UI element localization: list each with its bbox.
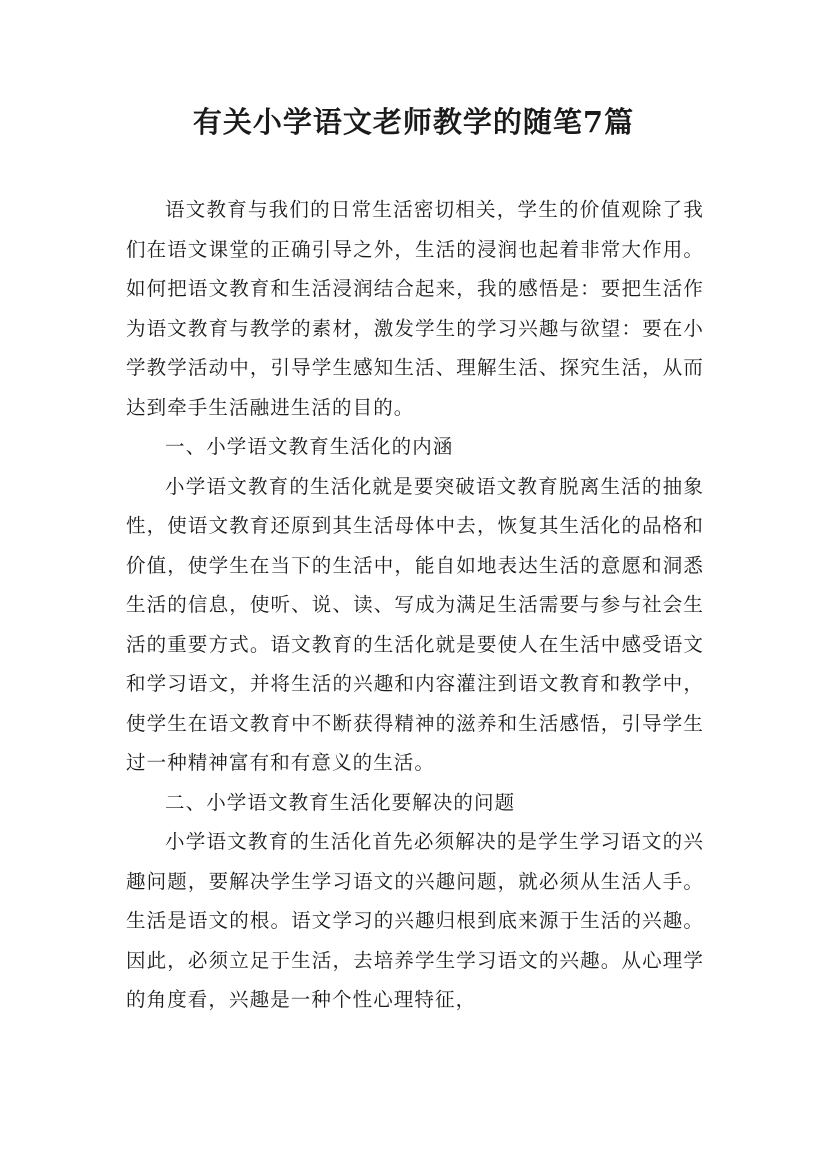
paragraph-intro: 语文教育与我们的日常生活密切相关，学生的价值观除了我们在语文课堂的正确引导之外，生活的浸润也起着非常大作用。如何把语文教育和生活浸润结合起来，我的感悟是：要把生活作为语文教育与教学的素材，激发学生的学习兴趣与欲望：要在小学教学活动中，引导学生感知生活、理解生活、探究生活，从而达到牵手生活融进生活的目的。 (126, 198, 704, 419)
paragraph-section-1: 小学语文教育的生活化就是要突破语文教育脱离生活的抽象性，使语文教育还原到其生活母体中去，恢复其生活化的品格和价值，使学生在当下的生活中，能自如地表达生活的意愿和洞悉生活的信息，使听、说、读、写成为满足生活需要与参与社会生活的重要方式。语文教育的生活化就是要使人在生活中感受语文和学习语文，并将生活的兴趣和内容灌注到语文教育和教学中，使学生在语文教育中不断获得精神的滋养和生活感悟，引导学生过一种精神富有和有意义的生活。 (126, 474, 704, 774)
document-body (126, 190, 704, 1020)
section-heading-1: 一、小学语文教育生活化的内涵 (165, 435, 454, 458)
paragraph-section-2: 小学语文教育的生活化首先必须解决的是学生学习语文的兴趣问题，要解决学生学习语文的兴趣问题，就必须从生活人手。生活是语文的根。语文学习的兴趣归根到底来源于生活的兴趣。因此，必须立足于生活，去培养学生学习语文的兴趣。从心理学的角度看，兴趣是一种个性心理特征， (126, 830, 704, 1011)
section-heading-2: 二、小学语文教育生活化要解决的问题 (165, 790, 516, 814)
document-title: 有关小学语文老师教学的随笔7篇 (192, 105, 635, 139)
